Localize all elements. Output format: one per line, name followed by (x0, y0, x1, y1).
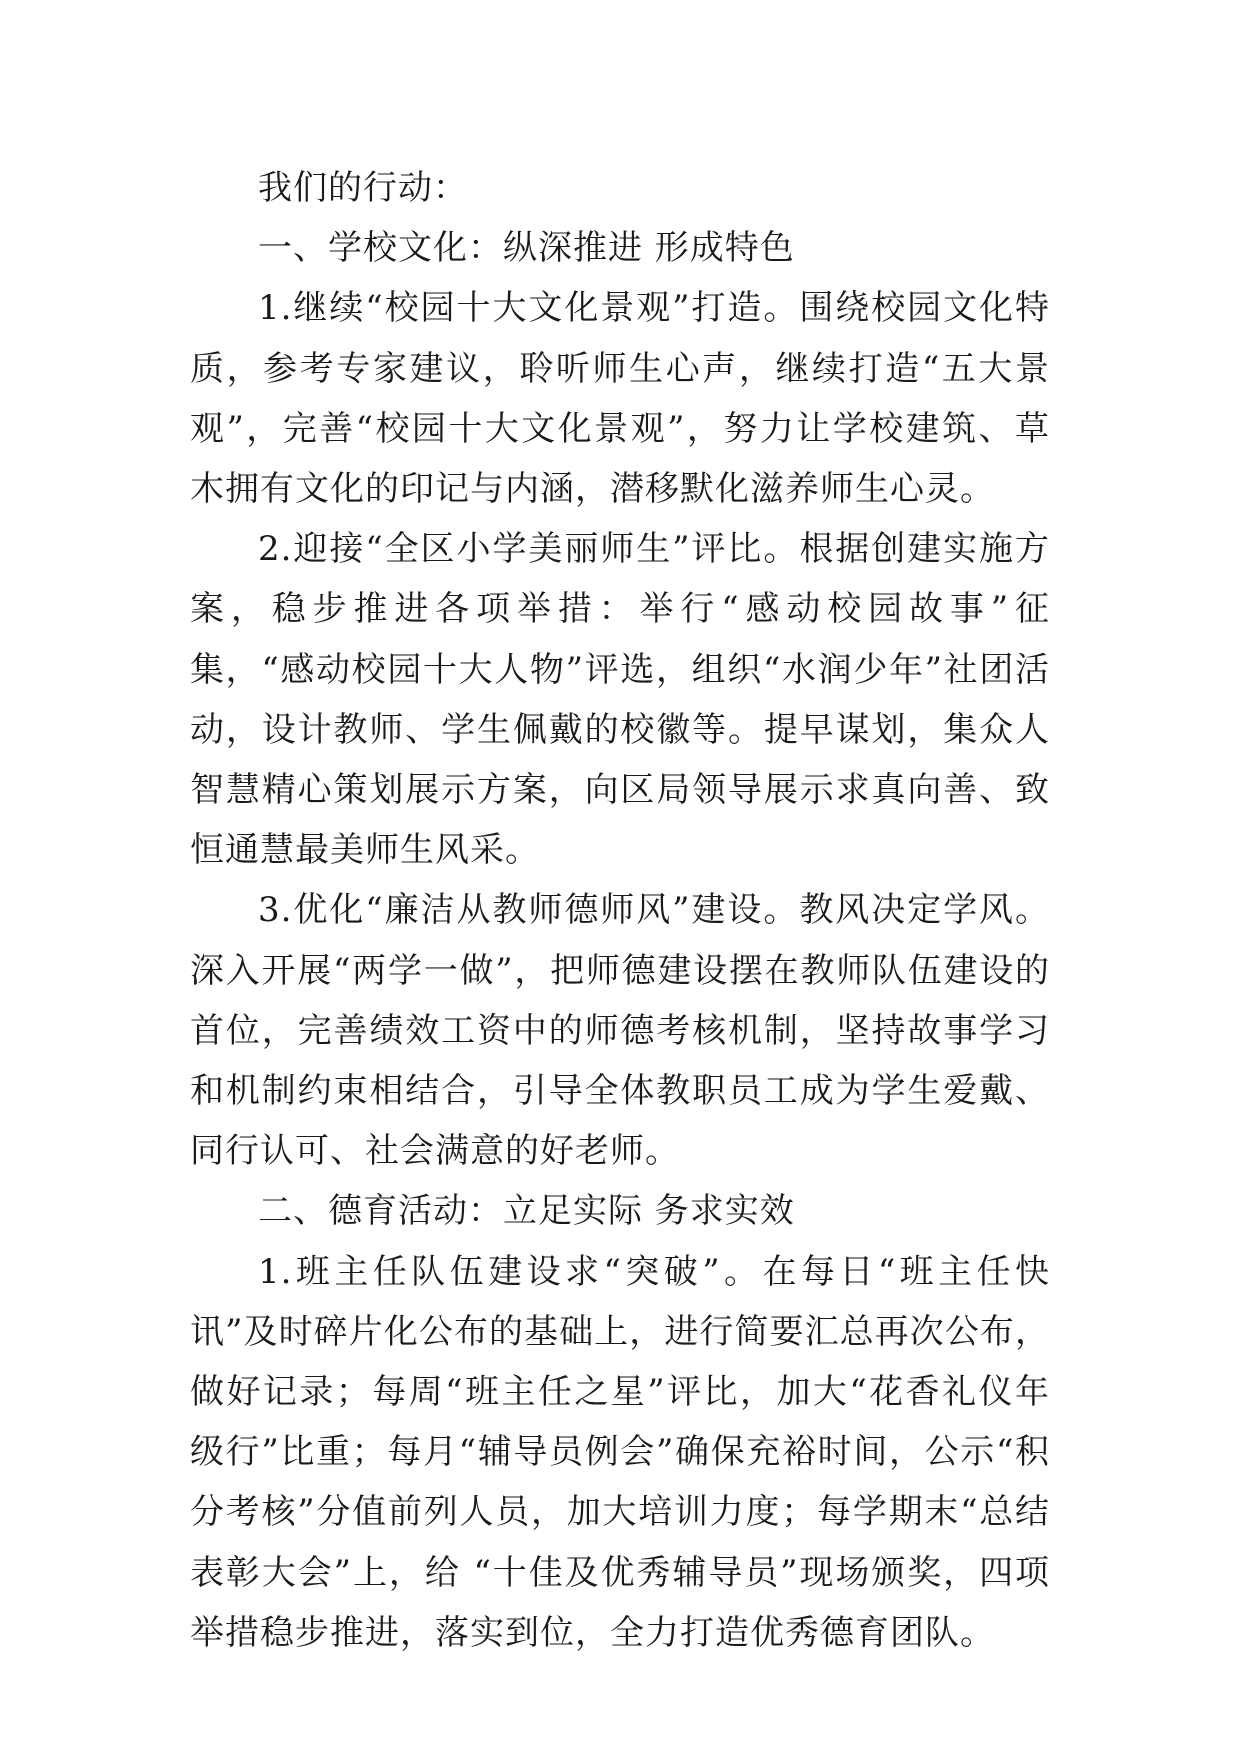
heading-moral-education: 二、德育活动：立足实际 务求实效 (258, 1191, 795, 1232)
paragraph-culture-1: 1.继续“校园十大文化景观”打造。围绕校园文化特质，参考专家建议，聆听师生心声，继续打造“五大景观”，完善“校园十大文化景观”，努力让学校建筑、草木拥有文化的印记与内涵，潜移默化滋养师生心灵。 (190, 288, 1050, 510)
paragraph-our-actions: 我们的行动： (258, 168, 468, 208)
document-body (190, 158, 1050, 1663)
paragraph-culture-3: 3.优化“廉洁从教师德师风”建设。教风决定学风。深入开展“两学一做”，把师德建设摆在教师队伍建设的首位，完善绩效工资中的师德考核机制，坚持故事学习和机制约束相结合，引导全体教职员工成为学生爱戴、同行认可、社会满意的好老师。 (190, 890, 1050, 1172)
paragraph-moral-1: 1.班主任队伍建设求“突破”。在每日“班主任快讯”及时碎片化公布的基础上，进行简要汇总再次公布，做好记录；每周“班主任之星”评比，加大“花香礼仪年级行”比重；每月“辅导员例会”确保充裕时间，公示“积分考核”分值前列人员，加大培训力度；每学期末“总结表彰大会”上，给 “十佳及优秀辅导员”现场颁奖，四项举措稳步推进，落实到位，全力打造优秀德育团队。 (190, 1251, 1050, 1653)
heading-school-culture: 一、学校文化：纵深推进 形成特色 (258, 228, 795, 269)
paragraph-culture-2: 2.迎接“全区小学美丽师生”评比。根据创建实施方案，稳步推进各项举措：举行“感动校园故事”征集，“感动校园十大人物”评选，组织“水润少年”社团活动，设计教师、学生佩戴的校徽等。提早谋划，集众人智慧精心策划展示方案，向区局领导展示求真向善、致恒通慧最美师生风采。 (190, 529, 1050, 871)
